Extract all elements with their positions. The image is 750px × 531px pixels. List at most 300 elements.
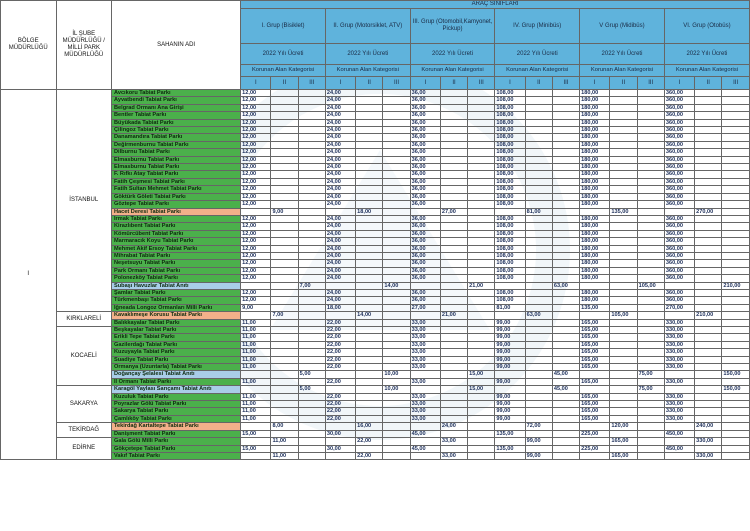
fee-cell	[637, 156, 664, 163]
fee-cell	[468, 245, 495, 252]
fee-cell	[695, 267, 722, 274]
site-name-cell: Mehmet Akif Ersoy Tabiat Parkı	[112, 245, 241, 252]
fee-cell	[298, 156, 325, 163]
fee-cell: 24,00	[325, 127, 355, 134]
fee-cell	[383, 327, 410, 334]
fee-cell: 180,00	[580, 245, 610, 252]
fee-cell	[271, 178, 298, 185]
fee-cell	[722, 245, 750, 252]
fee-cell	[241, 312, 271, 319]
fee-cell	[383, 312, 410, 319]
fee-cell: 165,00	[580, 341, 610, 348]
fee-cell	[298, 149, 325, 156]
fee-cell	[383, 238, 410, 245]
fee-cell: 360,00	[664, 149, 694, 156]
fee-cell	[664, 423, 694, 430]
fee-cell	[722, 408, 750, 415]
fee-cell	[440, 401, 467, 408]
fee-cell: 5,00	[298, 371, 325, 378]
fee-cell: 24,00	[325, 171, 355, 178]
category-roman-header: I	[325, 77, 355, 90]
fee-cell	[356, 252, 383, 259]
fee-cell	[298, 97, 325, 104]
fee-cell	[722, 127, 750, 134]
fee-cell	[695, 260, 722, 267]
fee-cell	[271, 341, 298, 348]
fee-cell: 99,00	[495, 349, 525, 356]
site-name-cell: Kavaklımeşe Korusu Tabiat Parkı	[112, 312, 241, 319]
fee-cell: 135,00	[610, 208, 637, 215]
fee-cell	[383, 319, 410, 326]
fee-cell	[440, 408, 467, 415]
fee-cell: 360,00	[664, 104, 694, 111]
fee-cell	[610, 186, 637, 193]
table-row	[1, 208, 750, 215]
fee-cell	[410, 282, 440, 289]
fee-cell: 24,00	[325, 112, 355, 119]
fee-cell: 12,00	[241, 201, 271, 208]
fee-cell: 24,00	[325, 201, 355, 208]
fee-cell	[298, 208, 325, 215]
fee-cell: 270,00	[695, 208, 722, 215]
fee-cell	[356, 90, 383, 97]
table-row	[1, 386, 750, 393]
fee-cell: 165,00	[580, 356, 610, 363]
fee-cell	[383, 356, 410, 363]
fee-cell	[610, 238, 637, 245]
fee-cell: 24,00	[325, 97, 355, 104]
category-roman-header: I	[410, 77, 440, 90]
fee-cell	[383, 289, 410, 296]
fee-cell: 33,00	[410, 408, 440, 415]
fee-cell: 12,00	[241, 112, 271, 119]
fee-cell	[440, 156, 467, 163]
fee-cell	[440, 430, 467, 437]
fee-cell: 108,00	[495, 156, 525, 163]
fee-cell	[552, 97, 579, 104]
fee-cell	[440, 97, 467, 104]
fee-cell	[525, 238, 552, 245]
fee-cell	[356, 430, 383, 437]
fee-cell: 12,00	[241, 267, 271, 274]
table-row	[1, 319, 750, 326]
fee-cell: 36,00	[410, 201, 440, 208]
fee-cell: 11,00	[241, 341, 271, 348]
fee-cell	[271, 141, 298, 148]
fee-cell: 33,00	[410, 334, 440, 341]
table-row	[1, 378, 750, 385]
fee-cell: 12,00	[241, 119, 271, 126]
fee-cell: 180,00	[580, 178, 610, 185]
fee-cell	[552, 430, 579, 437]
fee-cell	[637, 215, 664, 222]
fee-cell	[552, 112, 579, 119]
fee-cell	[695, 349, 722, 356]
branch-cell: KOCAELİ	[56, 327, 112, 386]
group-header: IV. Grup (Minibüs)	[495, 9, 580, 44]
fee-cell	[552, 90, 579, 97]
fee-cell: 108,00	[495, 97, 525, 104]
fee-cell	[664, 386, 694, 393]
fee-cell	[440, 104, 467, 111]
fee-cell: 99,00	[495, 378, 525, 385]
fee-year-header: 2022 Yılı Ücreti	[580, 44, 665, 65]
fee-cell	[637, 267, 664, 274]
fee-cell	[552, 312, 579, 319]
fee-cell	[271, 356, 298, 363]
fee-cell	[552, 215, 579, 222]
fee-cell	[468, 341, 495, 348]
fee-cell	[610, 112, 637, 119]
fee-cell: 16,00	[356, 423, 383, 430]
fee-cell: 225,00	[580, 430, 610, 437]
fee-cell: 24,00	[325, 119, 355, 126]
category-roman-header: III	[468, 77, 495, 90]
fee-cell	[468, 238, 495, 245]
fee-cell: 33,00	[410, 319, 440, 326]
fee-cell	[468, 438, 495, 445]
fee-cell	[383, 178, 410, 185]
fee-cell: 36,00	[410, 260, 440, 267]
fee-cell	[610, 134, 637, 141]
fee-cell: 36,00	[410, 97, 440, 104]
fee-cell: 165,00	[610, 438, 637, 445]
fee-cell	[298, 230, 325, 237]
fee-cell	[525, 282, 552, 289]
fee-cell	[637, 260, 664, 267]
fee-cell: 99,00	[495, 364, 525, 371]
fee-cell	[271, 408, 298, 415]
fee-cell	[356, 178, 383, 185]
fee-cell	[610, 164, 637, 171]
fee-cell	[552, 238, 579, 245]
fee-cell: 33,00	[410, 415, 440, 422]
fee-cell: 360,00	[664, 267, 694, 274]
fee-cell: 11,00	[241, 401, 271, 408]
table-row	[1, 238, 750, 245]
fee-cell: 360,00	[664, 156, 694, 163]
fee-cell	[468, 201, 495, 208]
fee-cell	[637, 252, 664, 259]
fee-cell: 30,00	[325, 430, 355, 437]
fee-cell: 45,00	[552, 386, 579, 393]
fee-cell: 120,00	[610, 423, 637, 430]
fee-cell	[440, 327, 467, 334]
fee-cell	[610, 201, 637, 208]
fee-cell: 180,00	[580, 97, 610, 104]
fee-cell	[468, 319, 495, 326]
fee-cell: 11,00	[271, 452, 298, 459]
fee-cell	[271, 193, 298, 200]
fee-cell: 36,00	[410, 119, 440, 126]
fee-cell: 108,00	[495, 141, 525, 148]
fee-cell	[383, 186, 410, 193]
fee-cell	[552, 201, 579, 208]
fee-cell	[383, 223, 410, 230]
fee-cell	[722, 401, 750, 408]
fee-cell	[356, 112, 383, 119]
fee-cell: 12,00	[241, 134, 271, 141]
fee-cell	[695, 178, 722, 185]
fee-cell	[356, 193, 383, 200]
fee-cell: 12,00	[241, 97, 271, 104]
fee-cell	[298, 90, 325, 97]
fee-cell	[440, 134, 467, 141]
fee-cell	[695, 393, 722, 400]
group-header: III. Grup (Otomobil,Kamyonet, Pickup)	[410, 9, 495, 44]
fee-cell: 360,00	[664, 112, 694, 119]
fee-cell: 240,00	[695, 423, 722, 430]
fee-cell: 12,00	[241, 297, 271, 304]
fee-cell	[383, 104, 410, 111]
fee-cell	[383, 260, 410, 267]
fee-cell: 330,00	[664, 356, 694, 363]
fee-cell	[468, 430, 495, 437]
fee-cell: 12,00	[241, 127, 271, 134]
fee-cell	[271, 401, 298, 408]
fee-cell	[271, 201, 298, 208]
fee-cell	[495, 438, 525, 445]
region-cell: I	[1, 90, 57, 460]
fee-cell	[610, 341, 637, 348]
fee-cell	[637, 297, 664, 304]
fee-cell	[410, 386, 440, 393]
fee-cell: 180,00	[580, 90, 610, 97]
fee-cell	[695, 415, 722, 422]
branch-cell: EDİRNE	[56, 438, 112, 460]
fee-cell: 360,00	[664, 164, 694, 171]
fee-cell: 12,00	[241, 141, 271, 148]
fee-cell: 36,00	[410, 230, 440, 237]
fee-cell: 24,00	[325, 297, 355, 304]
fee-cell	[410, 438, 440, 445]
fee-cell	[468, 156, 495, 163]
fee-cell	[664, 452, 694, 459]
fee-cell	[525, 327, 552, 334]
fee-cell	[298, 260, 325, 267]
fee-cell	[241, 438, 271, 445]
fee-cell: 360,00	[664, 178, 694, 185]
fee-cell: 150,00	[722, 371, 750, 378]
fee-cell: 11,00	[241, 334, 271, 341]
fee-cell: 180,00	[580, 127, 610, 134]
fee-cell: 36,00	[410, 164, 440, 171]
fee-cell: 108,00	[495, 238, 525, 245]
fee-cell: 135,00	[495, 445, 525, 452]
fee-cell	[356, 171, 383, 178]
fee-year-header: 2022 Yılı Ücreti	[664, 44, 749, 65]
fee-cell	[440, 341, 467, 348]
fee-cell: 180,00	[580, 156, 610, 163]
fee-cell	[440, 171, 467, 178]
fee-cell	[356, 415, 383, 422]
fee-cell	[495, 208, 525, 215]
fee-cell	[637, 245, 664, 252]
fee-cell	[440, 349, 467, 356]
fee-year-header: 2022 Yılı Ücreti	[495, 44, 580, 65]
fee-cell: 36,00	[410, 193, 440, 200]
site-name-cell: Değirmenburnu Tabiat Parkı	[112, 141, 241, 148]
fee-cell	[552, 452, 579, 459]
fee-cell	[383, 208, 410, 215]
fee-cell	[525, 364, 552, 371]
fee-cell	[664, 371, 694, 378]
fee-cell	[271, 393, 298, 400]
fee-cell: 330,00	[664, 378, 694, 385]
site-name-cell: Balıkkayalar Tabiat Parkı	[112, 319, 241, 326]
fee-cell: 180,00	[580, 201, 610, 208]
fee-cell	[468, 215, 495, 222]
fee-cell: 33,00	[410, 327, 440, 334]
fee-cell: 165,00	[580, 334, 610, 341]
fee-cell	[495, 452, 525, 459]
fee-cell	[468, 364, 495, 371]
fee-cell: 12,00	[241, 260, 271, 267]
fee-cell: 99,00	[495, 334, 525, 341]
fee-cell	[271, 156, 298, 163]
fee-cell: 330,00	[664, 334, 694, 341]
fee-cell: 108,00	[495, 230, 525, 237]
fee-cell	[610, 90, 637, 97]
fee-cell	[695, 230, 722, 237]
fee-cell	[722, 134, 750, 141]
fee-cell	[356, 149, 383, 156]
fee-cell: 330,00	[664, 415, 694, 422]
fee-cell	[525, 201, 552, 208]
fee-cell: 12,00	[241, 289, 271, 296]
fee-cell	[525, 112, 552, 119]
fee-cell: 12,00	[241, 178, 271, 185]
fee-cell	[383, 127, 410, 134]
fee-cell	[325, 371, 355, 378]
fee-cell	[695, 112, 722, 119]
table-row	[1, 119, 750, 126]
fee-cell	[722, 393, 750, 400]
fee-cell: 108,00	[495, 186, 525, 193]
fee-cell	[552, 178, 579, 185]
fee-cell	[383, 134, 410, 141]
fee-cell: 108,00	[495, 149, 525, 156]
fee-cell	[298, 430, 325, 437]
fee-cell: 450,00	[664, 430, 694, 437]
fee-cell: 27,00	[410, 304, 440, 311]
group-header: II. Grup (Motorsiklet, ATV)	[325, 9, 410, 44]
fee-cell	[298, 127, 325, 134]
fee-cell	[722, 223, 750, 230]
fee-cell	[356, 356, 383, 363]
table-row	[1, 356, 750, 363]
fee-cell	[440, 275, 467, 282]
fee-cell	[440, 364, 467, 371]
table-row	[1, 327, 750, 334]
site-name-cell: Irmak Tabiat Parkı	[112, 215, 241, 222]
fee-cell	[722, 452, 750, 459]
fee-cell: 180,00	[580, 297, 610, 304]
fee-cell	[525, 119, 552, 126]
fee-cell	[525, 401, 552, 408]
fee-cell	[552, 208, 579, 215]
fee-cell: 36,00	[410, 267, 440, 274]
fee-cell	[637, 141, 664, 148]
fee-cell: 99,00	[525, 452, 552, 459]
table-row	[1, 186, 750, 193]
fee-cell	[383, 415, 410, 422]
fee-cell	[241, 452, 271, 459]
table-row	[1, 164, 750, 171]
fee-cell	[468, 112, 495, 119]
fee-cell: 180,00	[580, 186, 610, 193]
table-row	[1, 134, 750, 141]
fee-cell	[637, 178, 664, 185]
fee-cell	[440, 149, 467, 156]
fee-cell: 11,00	[241, 415, 271, 422]
fee-cell	[637, 356, 664, 363]
fee-cell	[271, 364, 298, 371]
fee-cell: 270,00	[664, 304, 694, 311]
fee-cell: 11,00	[241, 408, 271, 415]
fee-cell	[552, 327, 579, 334]
fee-cell	[383, 119, 410, 126]
fee-cell	[552, 304, 579, 311]
site-name-cell: Kirazlıbent Tabiat Parkı	[112, 223, 241, 230]
category-roman-header: III	[637, 77, 664, 90]
fee-cell	[356, 230, 383, 237]
fee-cell	[695, 252, 722, 259]
branch-cell: SAKARYA	[56, 386, 112, 423]
category-header: Korunan Alan Kategorisi	[495, 65, 580, 77]
fee-cell: 108,00	[495, 193, 525, 200]
fee-cell	[695, 304, 722, 311]
fee-cell: 360,00	[664, 134, 694, 141]
fee-cell	[695, 104, 722, 111]
table-row	[1, 223, 750, 230]
fee-cell: 24,00	[325, 90, 355, 97]
fee-cell	[695, 186, 722, 193]
fee-cell	[468, 408, 495, 415]
fee-cell	[722, 112, 750, 119]
site-name-cell: Doğançay Şelalesi Tabiat Anıtı	[112, 371, 241, 378]
fee-cell	[552, 119, 579, 126]
fee-cell: 165,00	[580, 378, 610, 385]
fee-cell	[356, 408, 383, 415]
fee-cell	[610, 149, 637, 156]
fee-cell	[722, 230, 750, 237]
fee-cell	[383, 230, 410, 237]
fee-cell: 108,00	[495, 289, 525, 296]
table-row	[1, 275, 750, 282]
fee-cell	[271, 97, 298, 104]
fee-cell	[580, 208, 610, 215]
table-row	[1, 401, 750, 408]
fee-cell	[298, 356, 325, 363]
fee-cell: 11,00	[271, 438, 298, 445]
fee-cell	[241, 208, 271, 215]
fee-cell	[525, 267, 552, 274]
fee-cell	[695, 327, 722, 334]
fee-cell	[525, 186, 552, 193]
fee-cell	[440, 127, 467, 134]
fee-cell: 24,00	[325, 260, 355, 267]
fee-cell: 14,00	[383, 282, 410, 289]
fee-cell	[298, 119, 325, 126]
fee-cell	[356, 267, 383, 274]
fee-cell	[695, 90, 722, 97]
fee-cell: 24,00	[325, 134, 355, 141]
fee-cell	[383, 364, 410, 371]
fee-cell	[552, 393, 579, 400]
fee-cell: 75,00	[637, 371, 664, 378]
fee-cell	[722, 356, 750, 363]
